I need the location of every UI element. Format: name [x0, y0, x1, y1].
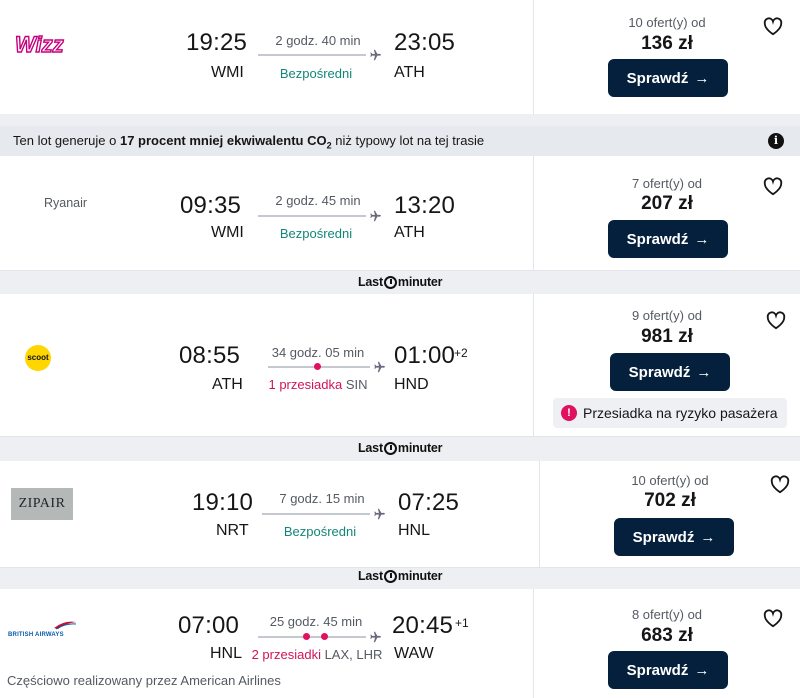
- check-button-label: Sprawdź: [628, 363, 691, 381]
- price: 207 zł: [641, 193, 693, 214]
- departure-time: 19:25: [186, 29, 248, 56]
- day-offset: +2: [454, 346, 468, 360]
- check-button[interactable]: [608, 220, 728, 258]
- arrival-time: 07:25: [398, 489, 460, 516]
- check-button-label: Sprawdź: [626, 661, 689, 679]
- zipair-logo: ZIPAIR: [11, 488, 73, 520]
- departure-airport: ATH: [212, 376, 243, 393]
- route-line: [258, 54, 366, 56]
- departure-airport: NRT: [216, 522, 249, 539]
- arrow-right-icon: →: [694, 69, 710, 87]
- arrival-time: 23:05: [394, 29, 456, 56]
- offers-count: 10 ofert(y) od: [628, 15, 706, 30]
- check-button[interactable]: [614, 518, 734, 556]
- check-button[interactable]: [610, 353, 730, 391]
- flight-card-2[interactable]: [0, 156, 800, 270]
- plane-icon: [368, 48, 382, 62]
- stops-count: 1 przesiadka: [268, 377, 343, 392]
- lastminuter-logo: Last minuter: [358, 441, 443, 455]
- flight-card-5[interactable]: [0, 589, 800, 698]
- heart-icon[interactable]: [762, 16, 784, 36]
- departure-time: 07:00: [178, 612, 240, 639]
- route-line: [258, 636, 366, 638]
- svg-text:Wizz: Wizz: [15, 33, 64, 57]
- day-offset: +1: [455, 616, 469, 630]
- price: 136 zł: [641, 33, 693, 54]
- warning-text: Przesiadka na ryzyko pasażera: [583, 405, 778, 421]
- check-button-label: Sprawdź: [626, 230, 689, 248]
- departure-airport: WMI: [211, 224, 244, 241]
- plane-icon: [372, 507, 386, 521]
- heart-icon[interactable]: [762, 608, 784, 628]
- heart-icon[interactable]: [769, 474, 791, 494]
- co2-text-bold: 17 procent mniej ekwiwalentu CO: [119, 133, 327, 148]
- row-separator: [0, 567, 800, 568]
- flight-duration: 2 godz. 45 min: [275, 193, 361, 208]
- heart-icon[interactable]: [765, 310, 787, 330]
- departure-time: 09:35: [180, 192, 242, 219]
- route-line: [258, 215, 366, 217]
- airline-name-ryanair: Ryanair: [44, 196, 88, 210]
- arrow-right-icon: →: [694, 230, 710, 248]
- heart-icon[interactable]: [762, 176, 784, 196]
- co2-subscript: 2: [326, 140, 332, 151]
- co2-text-post: niż typowy lot na tej trasie: [331, 133, 485, 148]
- arrival-airport: HND: [394, 376, 429, 393]
- stops-count: 2 przesiadki: [251, 647, 321, 662]
- plane-icon: [368, 630, 382, 644]
- arrow-right-icon: →: [700, 528, 716, 546]
- departure-time: 08:55: [179, 342, 241, 369]
- wizz-logo: [14, 33, 68, 57]
- stops-label: [238, 377, 398, 392]
- check-button[interactable]: [608, 59, 728, 97]
- stops-label: [237, 647, 397, 662]
- scoot-logo: scoot: [25, 345, 51, 371]
- plane-icon: [372, 360, 386, 374]
- arrival-airport: ATH: [394, 224, 425, 241]
- flight-duration: 34 godz. 05 min: [271, 345, 365, 360]
- arrival-time: 01:00: [394, 342, 456, 369]
- plane-icon: [368, 209, 382, 223]
- flight-card-4[interactable]: [0, 461, 800, 567]
- row-separator: [0, 270, 800, 271]
- arrival-airport: WAW: [394, 645, 434, 662]
- stop-dot: [321, 633, 328, 640]
- departure-airport: WMI: [211, 64, 244, 81]
- arrow-right-icon: →: [694, 661, 710, 679]
- alert-icon: !: [561, 405, 577, 421]
- flight-duration: 7 godz. 15 min: [279, 491, 365, 506]
- offers-count: 10 ofert(y) od: [631, 473, 709, 488]
- stops-via: LAX, LHR: [320, 647, 383, 662]
- price: 683 zł: [641, 625, 693, 646]
- stops-via: SIN: [342, 377, 368, 392]
- co2-text-pre: Ten lot generuje o: [13, 133, 120, 148]
- arrow-right-icon: →: [696, 363, 712, 381]
- route-line: [262, 513, 370, 515]
- arrival-airport: ATH: [394, 64, 425, 81]
- british-airways-logo: BRITISH AIRWAYS: [8, 623, 72, 637]
- flight-duration: 2 godz. 40 min: [275, 33, 361, 48]
- check-button-label: Sprawdź: [632, 528, 695, 546]
- operated-by-note: Częściowo realizowany przez American Airlines: [7, 673, 281, 688]
- info-icon[interactable]: i: [768, 133, 784, 149]
- stop-dot: [303, 633, 310, 640]
- self-transfer-warning: [553, 398, 787, 428]
- stop-dot: [314, 363, 321, 370]
- price: 981 zł: [641, 326, 693, 347]
- row-separator: [0, 436, 800, 437]
- offers-count: 8 ofert(y) od: [631, 607, 703, 622]
- check-button-label: Sprawdź: [626, 69, 689, 87]
- stops-label: Bezpośredni: [279, 226, 353, 241]
- stops-label: Bezpośredni: [279, 66, 353, 81]
- lastminuter-logo: Last minuter: [358, 569, 443, 583]
- departure-time: 19:10: [192, 489, 254, 516]
- lastminuter-logo: Last minuter: [358, 275, 443, 289]
- check-button[interactable]: [608, 651, 728, 689]
- arrival-time: 13:20: [394, 192, 456, 219]
- stops-label: Bezpośredni: [283, 524, 357, 539]
- departure-airport: HNL: [210, 645, 243, 662]
- offers-count: 9 ofert(y) od: [631, 308, 703, 323]
- flight-card-1[interactable]: [0, 0, 800, 114]
- arrival-airport: HNL: [398, 522, 431, 539]
- co2-banner: [0, 126, 800, 156]
- arrival-time: 20:45: [392, 612, 454, 639]
- flight-duration: 25 godz. 45 min: [269, 614, 363, 629]
- offers-count: 7 ofert(y) od: [631, 176, 703, 191]
- price: 702 zł: [644, 490, 696, 511]
